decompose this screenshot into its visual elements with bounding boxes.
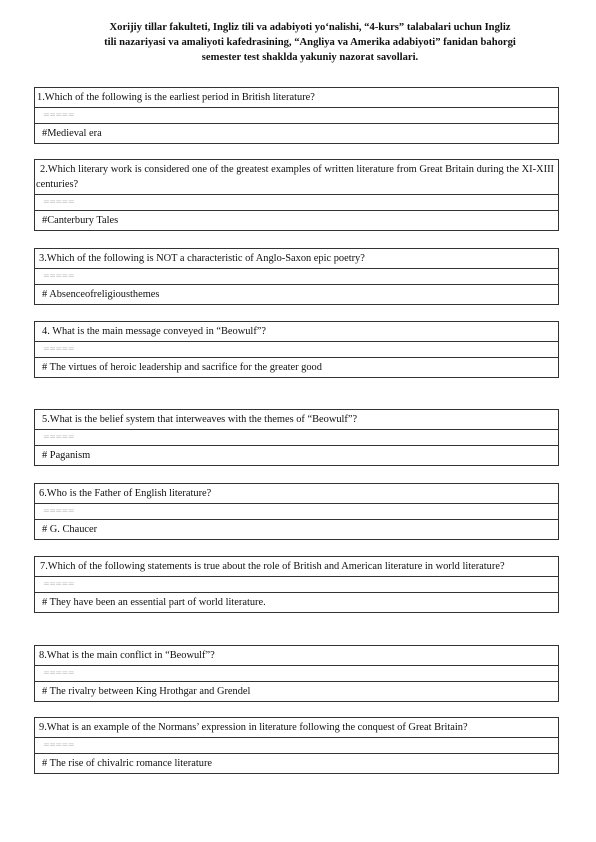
answer-text: #Medieval era	[42, 128, 102, 139]
question-text: 6.Who is the Father of English literature?	[35, 484, 558, 504]
question-text: 7.Which of the following statements is true about the role of British and American literature in world literature?	[35, 557, 558, 577]
question-block-7	[34, 556, 559, 613]
question-block-9	[34, 717, 559, 774]
question-block-3	[34, 248, 559, 305]
separator-mark: =====	[43, 197, 75, 206]
separator-mark: =====	[43, 740, 75, 749]
question-text: 5.What is the belief system that interweaves with the themes of “Beowulf”?	[35, 410, 558, 430]
separator-row	[35, 666, 558, 682]
separator-mark: =====	[43, 271, 75, 280]
question-block-4	[34, 321, 559, 378]
answer-text: # The rise of chivalric romance literature	[42, 758, 213, 769]
separator-mark: =====	[43, 668, 75, 677]
separator-row	[35, 108, 558, 124]
answer-text: # Absenceofreligiousthemes	[42, 289, 160, 300]
question-text: 3.Which of the following is NOT a characteristic of Anglo-Saxon epic poetry?	[35, 249, 558, 269]
header-line-1: Xorijiy tillar fakulteti, Ingliz tili va adabiyoti yo‘nalishi, “4-kurs” talabalari uchun Ingliz	[109, 22, 511, 33]
question-block-6	[34, 483, 559, 540]
answer-text: # G. Chaucer	[42, 524, 98, 535]
separator-mark: =====	[43, 579, 75, 588]
question-block-8	[34, 645, 559, 702]
header-line-2: tili nazariyasi va amaliyoti kafedrasining, “Angliya va Amerika adabiyoti” fanidan bahorgi	[104, 37, 516, 48]
separator-mark: =====	[43, 110, 75, 119]
question-text: 2.Which literary work is considered one of the greatest examples of written literature from Great Britain during the XI-XIII centuries?	[35, 160, 558, 195]
document-header	[60, 20, 560, 65]
answer-text: # The rivalry between King Hrothgar and Grendel	[42, 686, 251, 697]
separator-row	[35, 269, 558, 285]
answer-text: # They have been an essential part of world literature.	[42, 597, 266, 608]
separator-row	[35, 577, 558, 593]
separator-mark: =====	[43, 432, 75, 441]
answer-text: # Paganism	[42, 450, 91, 461]
question-block-2	[34, 159, 559, 231]
question-block-5	[34, 409, 559, 466]
separator-mark: =====	[43, 344, 75, 353]
question-text: 9.What is an example of the Normans’ expression in literature following the conquest of Great Britain?	[35, 718, 558, 738]
question-text: 8.What is the main conflict in “Beowulf”?	[35, 646, 558, 666]
question-text: 4. What is the main message conveyed in “Beowulf”?	[35, 322, 558, 342]
header-line-3: semester test shaklda yakuniy nazorat savollari.	[201, 52, 419, 63]
separator-row	[35, 738, 558, 754]
separator-row	[35, 504, 558, 520]
question-block-1	[34, 87, 559, 144]
question-text: 1.Which of the following is the earliest period in British literature?	[35, 88, 558, 108]
answer-text: # The virtues of heroic leadership and sacrifice for the greater good	[42, 362, 322, 373]
separator-row	[35, 195, 558, 211]
separator-row	[35, 342, 558, 358]
separator-mark: =====	[43, 506, 75, 515]
answer-text: #Canterbury Tales	[42, 215, 119, 226]
separator-row	[35, 430, 558, 446]
